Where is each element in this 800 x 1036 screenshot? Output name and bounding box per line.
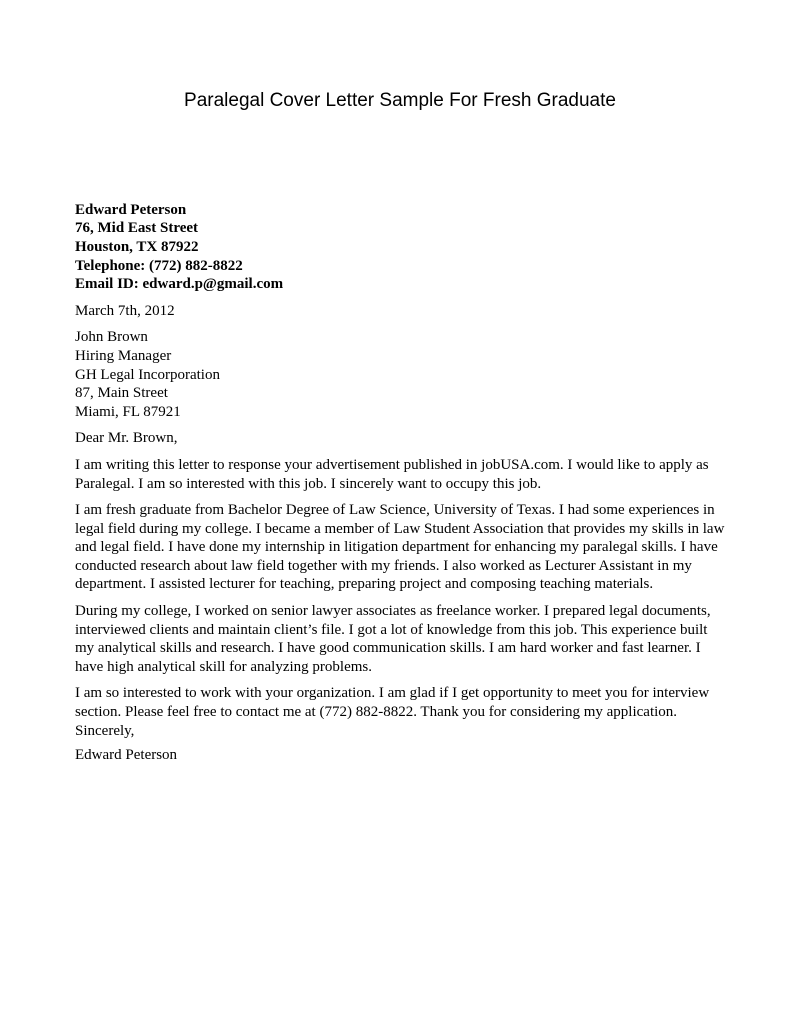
- paragraph-4: I am so interested to work with your organization. I am glad if I get opportunity to meet you for interview section. Please feel free to contact me at (772) 882-8822. Thank you for considering my application.: [75, 685, 710, 721]
- sender-block: [75, 201, 725, 294]
- recipient-street: 87, Main Street: [75, 385, 168, 402]
- recipient-block: [75, 328, 725, 421]
- closing: Sincerely,: [75, 722, 135, 739]
- salutation: Dear Mr. Brown,: [75, 430, 178, 447]
- sender-email: Email ID: edward.p@gmail.com: [75, 276, 284, 293]
- paragraph-3: During my college, I worked on senior lawyer associates as freelance worker. I prepared legal documents, interviewed clients and maintain client’s file. I got a lot of knowledge from this job. This experience built my analytical skills and research. I have good communication skills. I am hard worker and fast learner. I have high analytical skill for analyzing problems.: [75, 603, 711, 675]
- paragraph-1: I am writing this letter to response your advertisement published in jobUSA.com. I would like to apply as Paralegal. I am so interested with this job. I sincerely want to occupy this job.: [75, 456, 709, 492]
- sender-telephone: Telephone: (772) 882-8822: [75, 257, 243, 274]
- recipient-company: GH Legal Incorporation: [75, 366, 220, 383]
- letter-body: [75, 201, 725, 765]
- paragraph-2: I am fresh graduate from Bachelor Degree of Law Science, University of Texas. I had some experiences in legal field during my college. I became a member of Law Student Association that provides my skills in law and legal field. I have done my internship in litigation department for enhancing my paralegal skills. I have conducted research about law field together with my friends. I also worked as Lecturer Assistant in my department. I assisted lecturer for teaching, preparing project and composing teaching materials.: [75, 502, 725, 593]
- sender-city: Houston, TX 87922: [75, 238, 199, 255]
- letter-date: March 7th, 2012: [75, 302, 175, 319]
- document-title: Paralegal Cover Letter Sample For Fresh Graduate: [184, 90, 616, 111]
- recipient-title: Hiring Manager: [75, 347, 172, 364]
- recipient-name: John Brown: [75, 329, 148, 346]
- sender-name: Edward Peterson: [75, 201, 187, 218]
- recipient-city: Miami, FL 87921: [75, 403, 181, 420]
- signature: Edward Peterson: [75, 747, 178, 764]
- sender-street: 76, Mid East Street: [75, 220, 199, 237]
